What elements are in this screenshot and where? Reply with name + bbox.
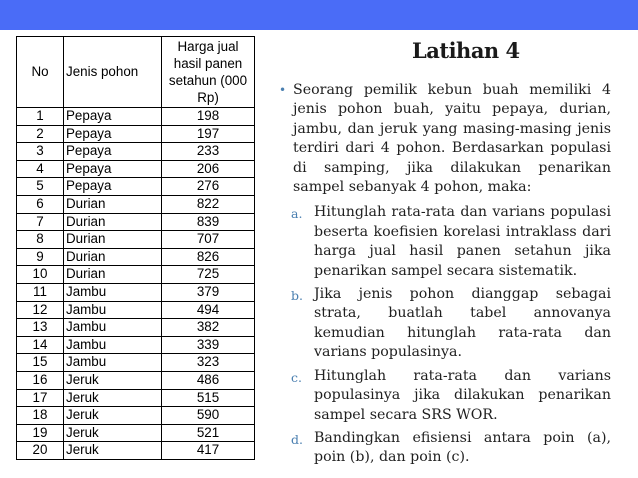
header-harga-line: hasil panen: [173, 56, 243, 71]
table-body: [17, 108, 255, 460]
cell-harga: 339: [162, 336, 255, 354]
question-item: [279, 367, 611, 425]
question-letter: a.: [291, 206, 303, 222]
cell-no: 3: [17, 143, 64, 161]
question-item: [279, 285, 611, 363]
question-text: Jika jenis pohon dianggap sebagai strata, buatlah tabel annovanya kemudian hitunglah rata-rata dan varians populasinya.: [314, 286, 611, 361]
slide-content: [279, 81, 611, 472]
cell-no: 12: [17, 301, 64, 319]
table-row: [17, 371, 255, 389]
cell-jenis-pohon: Pepaya: [64, 125, 162, 143]
slide-title: Latihan 4: [412, 38, 520, 63]
table-row: [17, 213, 255, 231]
intro-paragraph: [279, 81, 611, 197]
table-row: [17, 407, 255, 425]
table-row: [17, 319, 255, 337]
table-header-row: [17, 37, 255, 108]
question-item: [279, 429, 611, 468]
cell-no: 18: [17, 407, 64, 425]
cell-harga: 382: [162, 319, 255, 337]
cell-no: 8: [17, 231, 64, 249]
cell-jenis-pohon: Jeruk: [64, 424, 162, 442]
cell-jenis-pohon: Durian: [64, 248, 162, 266]
cell-no: 2: [17, 125, 64, 143]
table-row: [17, 354, 255, 372]
cell-no: 17: [17, 389, 64, 407]
cell-jenis-pohon: Jambu: [64, 301, 162, 319]
cell-jenis-pohon: Jambu: [64, 319, 162, 337]
cell-no: 9: [17, 248, 64, 266]
table-row: [17, 160, 255, 178]
cell-harga: 417: [162, 442, 255, 460]
table-row: [17, 389, 255, 407]
cell-no: 13: [17, 319, 64, 337]
cell-no: 15: [17, 354, 64, 372]
cell-no: 19: [17, 424, 64, 442]
data-table: [16, 36, 255, 460]
cell-harga: 590: [162, 407, 255, 425]
header-harga-line: Rp): [197, 90, 219, 105]
cell-harga: 725: [162, 266, 255, 284]
question-text: Hitunglah rata-rata dan varians populasi beserta koefisien korelasi intraklass dari harga jual hasil panen setahun jika penarikan sampel secara sistematik.: [314, 204, 611, 279]
cell-harga: 198: [162, 108, 255, 126]
header-jenis-pohon: Jenis pohon: [64, 37, 162, 108]
cell-jenis-pohon: Jeruk: [64, 442, 162, 460]
cell-no: 1: [17, 108, 64, 126]
cell-no: 7: [17, 213, 64, 231]
question-list: [279, 203, 611, 467]
cell-harga: 323: [162, 354, 255, 372]
cell-harga: 826: [162, 248, 255, 266]
cell-harga: 707: [162, 231, 255, 249]
question-text: Bandingkan efisiensi antara poin (a), poin (b), dan poin (c).: [314, 429, 611, 466]
question-letter: b.: [291, 288, 303, 304]
cell-jenis-pohon: Jambu: [64, 283, 162, 301]
cell-harga: 233: [162, 143, 255, 161]
cell-no: 11: [17, 283, 64, 301]
header-no: No: [17, 37, 64, 108]
cell-no: 16: [17, 371, 64, 389]
cell-jenis-pohon: Durian: [64, 266, 162, 284]
cell-jenis-pohon: Jeruk: [64, 371, 162, 389]
cell-harga: 494: [162, 301, 255, 319]
intro-text: Seorang pemilik kebun buah memiliki 4 jenis pohon buah, yaitu pepaya, durian, jambu, dan jeruk yang masing-masing jenis terdiri dari 4 pohon. Berdasarkan populasi di samping, jika dilakukan penarikan sampel sebanyak 4 pohon, maka:: [293, 82, 611, 196]
cell-no: 5: [17, 178, 64, 196]
cell-harga: 379: [162, 283, 255, 301]
cell-harga: 839: [162, 213, 255, 231]
cell-harga: 515: [162, 389, 255, 407]
table-row: [17, 266, 255, 284]
table-row: [17, 248, 255, 266]
table-row: [17, 283, 255, 301]
header-harga-line: Harga jual: [177, 39, 239, 54]
header-harga-line: setahun (000: [168, 73, 248, 88]
cell-jenis-pohon: Pepaya: [64, 143, 162, 161]
cell-harga: 521: [162, 424, 255, 442]
header-harga: [162, 37, 255, 108]
cell-no: 20: [17, 442, 64, 460]
table-row: [17, 336, 255, 354]
cell-jenis-pohon: Pepaya: [64, 160, 162, 178]
cell-jenis-pohon: Durian: [64, 231, 162, 249]
cell-harga: 197: [162, 125, 255, 143]
table-row: [17, 108, 255, 126]
table-row: [17, 143, 255, 161]
cell-harga: 822: [162, 195, 255, 213]
question-letter: c.: [291, 369, 302, 385]
cell-jenis-pohon: Jambu: [64, 336, 162, 354]
table-row: [17, 195, 255, 213]
table-row: [17, 424, 255, 442]
cell-harga: 206: [162, 160, 255, 178]
cell-harga: 486: [162, 371, 255, 389]
cell-jenis-pohon: Jambu: [64, 354, 162, 372]
top-accent-bar: [0, 0, 638, 30]
cell-no: 4: [17, 160, 64, 178]
cell-jenis-pohon: Pepaya: [64, 178, 162, 196]
cell-no: 10: [17, 266, 64, 284]
question-letter: d.: [291, 431, 303, 447]
table-row: [17, 125, 255, 143]
cell-jenis-pohon: Jeruk: [64, 389, 162, 407]
table-row: [17, 301, 255, 319]
cell-jenis-pohon: Durian: [64, 195, 162, 213]
cell-no: 14: [17, 336, 64, 354]
cell-jenis-pohon: Jeruk: [64, 407, 162, 425]
table-row: [17, 231, 255, 249]
table-row: [17, 442, 255, 460]
bullet-icon: •: [279, 83, 287, 97]
cell-no: 6: [17, 195, 64, 213]
question-text: Hitunglah rata-rata dan varians populasinya jika dilakukan penarikan sampel secara SRS WOR.: [314, 367, 611, 423]
cell-jenis-pohon: Durian: [64, 213, 162, 231]
cell-jenis-pohon: Pepaya: [64, 108, 162, 126]
question-item: [279, 203, 611, 281]
cell-harga: 276: [162, 178, 255, 196]
table-row: [17, 178, 255, 196]
